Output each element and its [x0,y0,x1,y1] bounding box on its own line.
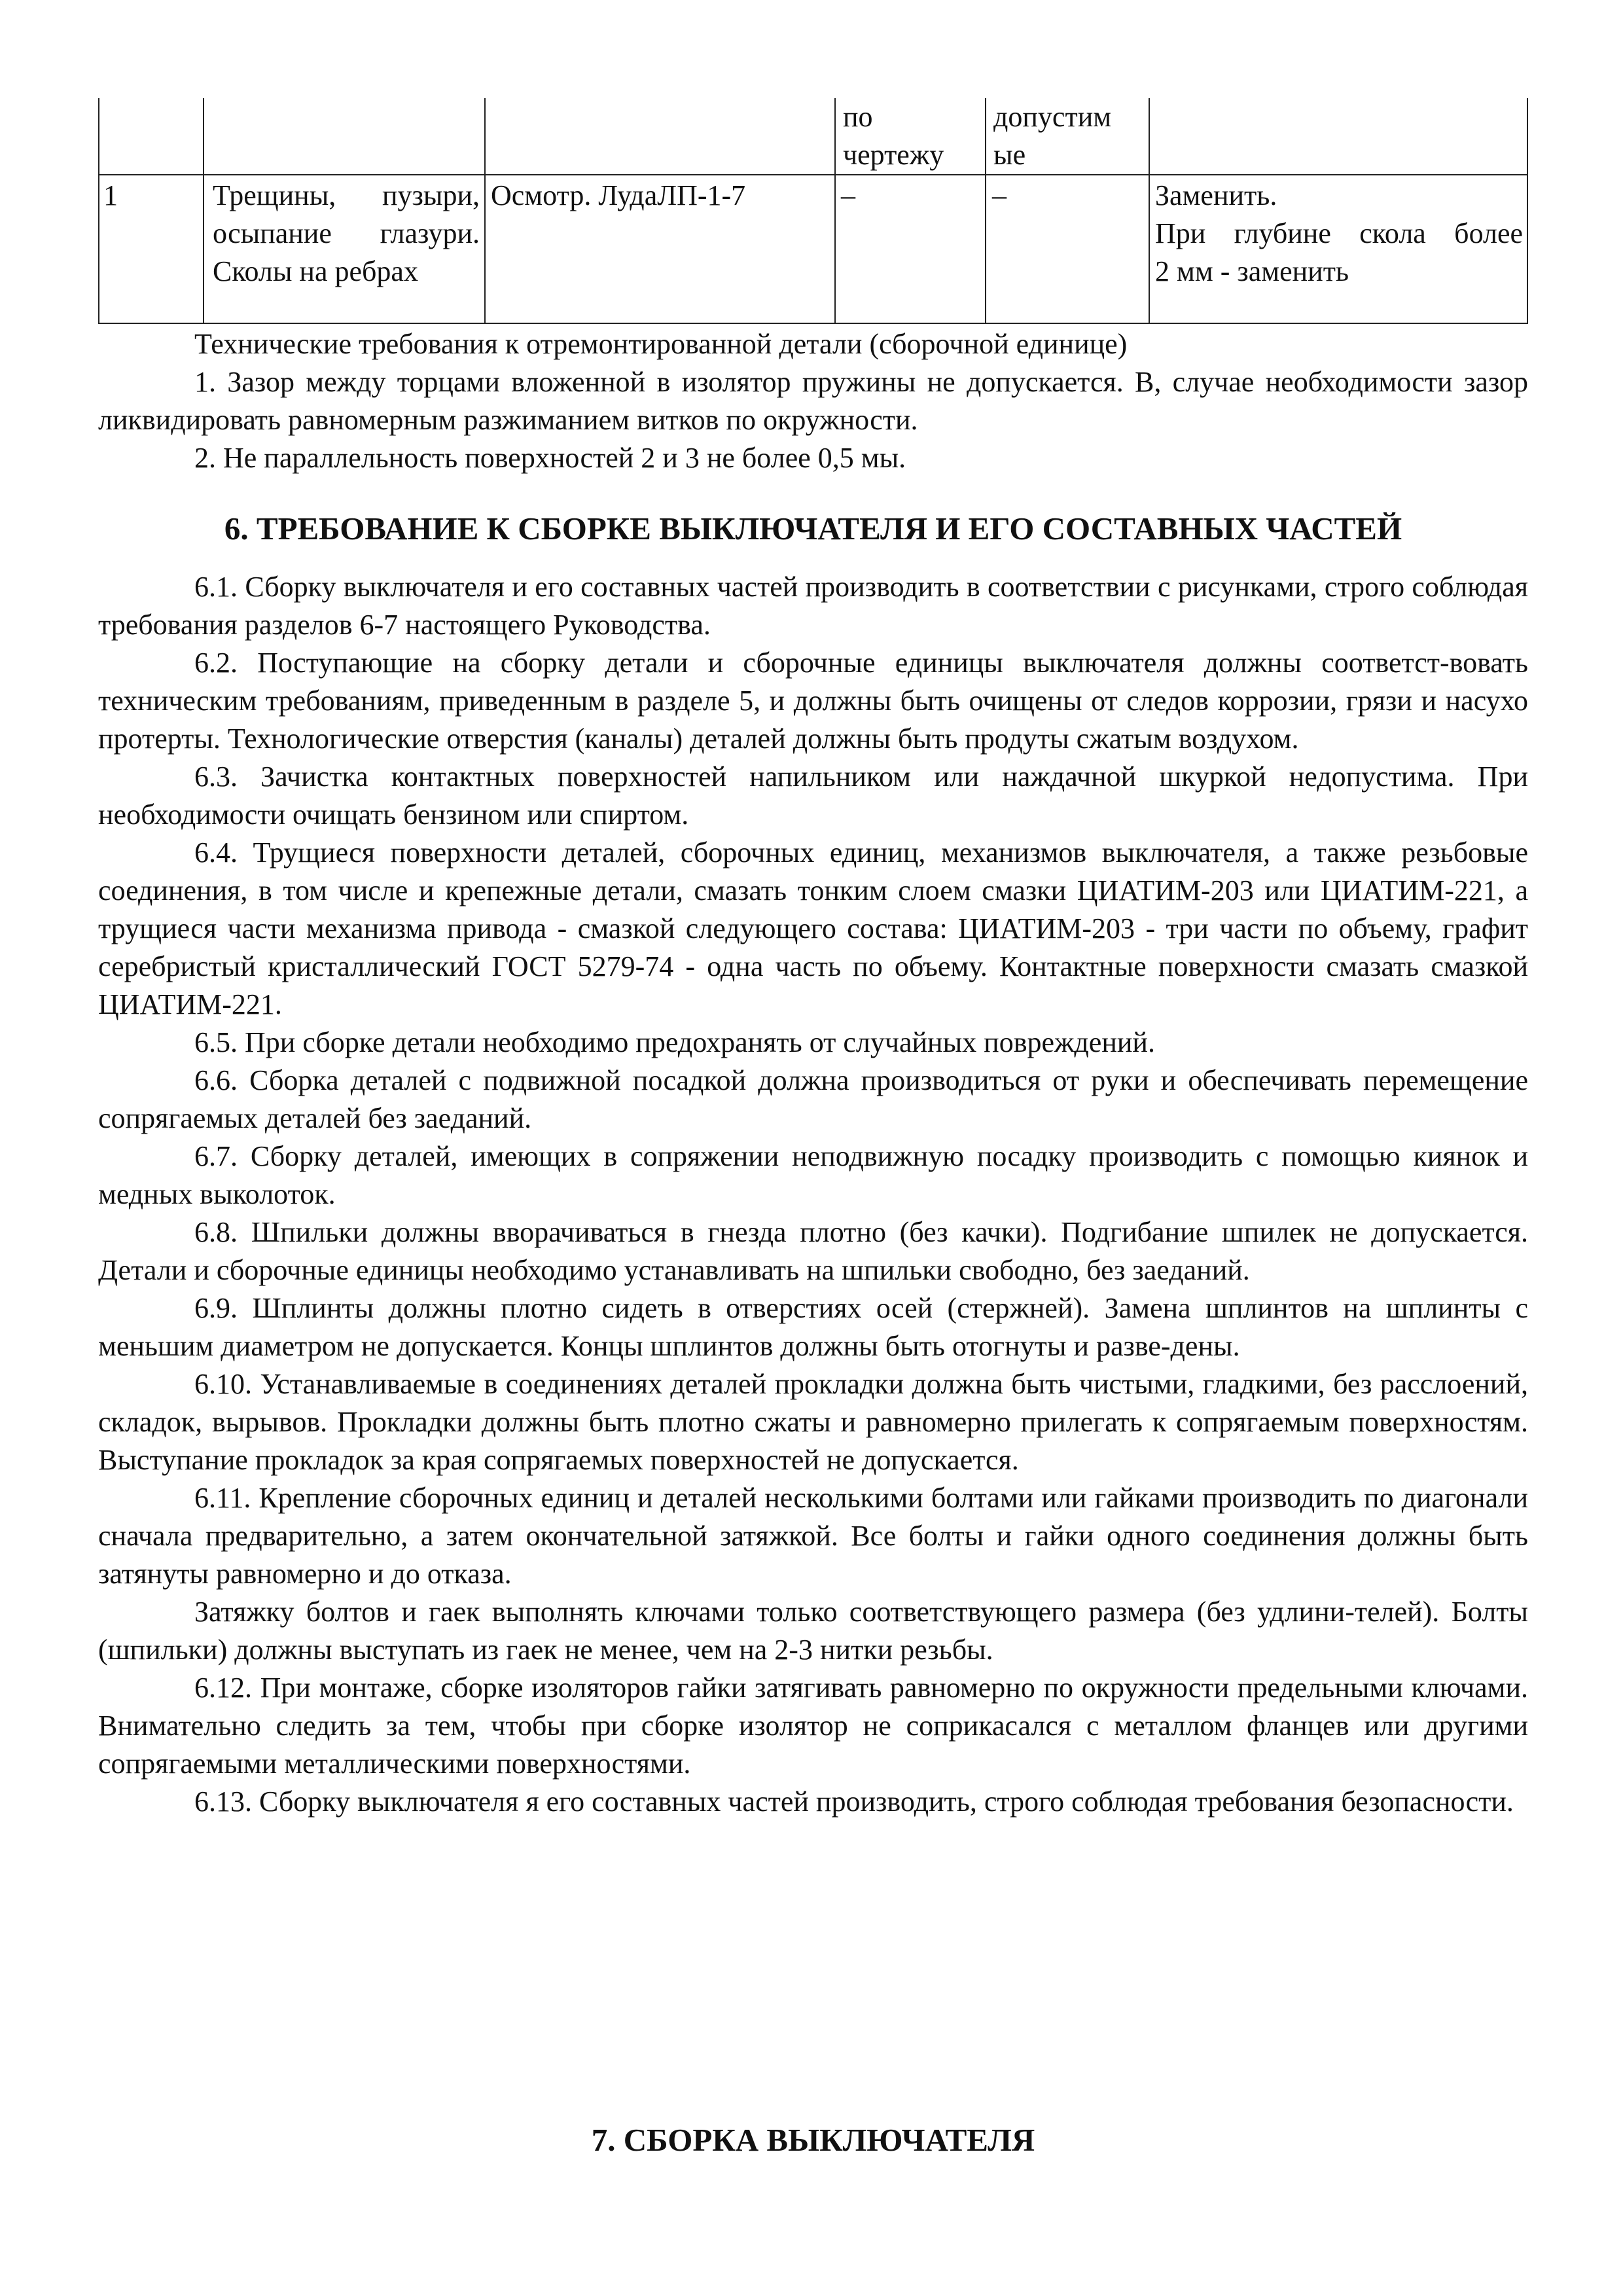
section-6-heading: 6. ТРЕБОВАНИЕ К СБОРКЕ ВЫКЛЮЧАТЕЛЯ И ЕГО СОСТАВНЫХ ЧАСТЕЙ [224,511,1402,547]
paragraph: 6.7. Сборку деталей, имеющих в сопряжении неподвижную посадку производить с помощью киянок и медных выколоток. [98,1140,1528,1210]
method-cell: Осмотр. ЛудаЛП-1-7 [491,179,746,211]
section-6-body [98,568,1528,1821]
defects-table [98,98,1528,324]
paragraph: 6.13. Сборку выключателя я его составных частей производить, строго соблюдая требования безопасности. [194,1785,1514,1818]
tech-requirements [98,325,1528,477]
paragraph: 6.5. При сборке детали необходимо предохранять от случайных повреждений. [194,1026,1155,1058]
header-cell-by-drawing: по чертежу [843,101,944,171]
paragraph: 6.3. Зачистка контактных поверхностей напильником или наждачной шкуркой недопустима. При необходимости очищать бензином или спиртом. [98,761,1528,831]
paragraph: 6.11. Крепление сборочных единиц и деталей несколькими болтами или гайками производить по диагонали сначала предварительно, а затем окончательной затяжкой. Все болты и гайки одного соединения должны быть затянуты равномерно и до отказа. [98,1482,1528,1590]
action-cell: Заменить. При глубине скола более 2 мм - заменить [1155,179,1523,287]
table-rule [834,98,836,324]
tech-req-item: 1. Зазор между торцами вложенной в изолятор пружины не допускается. В, случае необходимости зазор ликвидировать равномерным разжиманием витков по окружности. [98,366,1528,436]
table-rule [484,98,486,324]
table-rule [985,98,986,324]
table-rule [98,174,1528,175]
by-drawing-cell: – [841,179,855,211]
paragraph: Затяжку болтов и гаек выполнять ключами только соответствующего размера (без удлини-телей). Болты (шпильки) должны выступать из гаек не менее, чем на 2-3 нитки резьбы. [98,1596,1528,1666]
paragraph: 6.1. Сборку выключателя и его составных частей производить в соответствии с рисунками, строго соблюдая требования разделов 6-7 настоящего Руководства. [98,571,1528,641]
table-rule [1149,98,1150,324]
tech-req-item: 2. Не параллельность поверхностей 2 и 3 не более 0,5 мы. [194,442,906,474]
tech-req-title: Технические требования к отремонтированной детали (сборочной единице) [194,328,1128,360]
paragraph: 6.4. Трущиеся поверхности деталей, сборочных единиц, механизмов выключателя, а также резьбовые соединения, в том числе и крепежные детали, смазать тонким слоем смазки ЦИАТИМ-203 или ЦИАТИМ-221, а трущиеся части механизма привода - смазкой следующего состава: ЦИАТИМ-203 - три части по объему, графит серебристый кристаллический ГОСТ 5279-74 - одна часть по объему. Контактные поверхности смазать смазкой ЦИАТИМ-221. [98,836,1528,1020]
paragraph: 6.6. Сборка деталей с подвижной посадкой должна производиться от руки и обеспечивать перемещение сопрягаемых деталей без заеданий. [98,1064,1528,1134]
paragraph: 6.8. Шпильки должны вворачиваться в гнезда плотно (без качки). Подгибание шпилек не допускается. Детали и сборочные единицы необходимо устанавливать на шпильки свободно, без заеданий. [98,1216,1528,1286]
row-number-cell: 1 [103,179,118,211]
table-rule [203,98,204,324]
table-rule [98,98,99,324]
defect-cell: Трещины, пузыри, осыпание глазури. Сколы на ребрах [213,179,480,287]
paragraph: 6.10. Устанавливаемые в соединениях деталей прокладки должна быть чистыми, гладкими, без расслоений, складок, вырывов. Прокладки должны быть плотно сжаты и равномерно прилегать к сопрягаемым поверхностям. Выступание прокладок за края сопрягаемых поверхностей не допускается. [98,1368,1528,1476]
section-7-heading: 7. СБОРКА ВЫКЛЮЧАТЕЛЯ [591,2122,1035,2158]
table-rule [98,323,1528,324]
paragraph: 6.12. При монтаже, сборке изоляторов гайки затягивать равномерно по окружности предельными ключами. Внимательно следить за тем, чтобы при сборке изолятор не соприкасался с металлом фланцев или другими сопрягаемыми металлическими поверхностями. [98,1672,1528,1780]
permissible-cell: – [992,179,1007,211]
table-rule [1527,98,1528,324]
paragraph: 6.2. Поступающие на сборку детали и сборочные единицы выключателя должны соответст-вовать техническим требованиям, приведенным в разделе 5, и должны быть очищены от следов коррозии, грязи и насухо протерты. Технологические отверстия (каналы) деталей должны быть продуты сжатым воздухом. [98,647,1528,755]
header-cell-permissible: допустим ые [993,101,1112,171]
paragraph: 6.9. Шплинты должны плотно сидеть в отверстиях осей (стержней). Замена шплинтов на шплинты с меньшим диаметром не допускается. Концы шплинтов должны быть отогнуты и разве-дены. [98,1292,1528,1362]
